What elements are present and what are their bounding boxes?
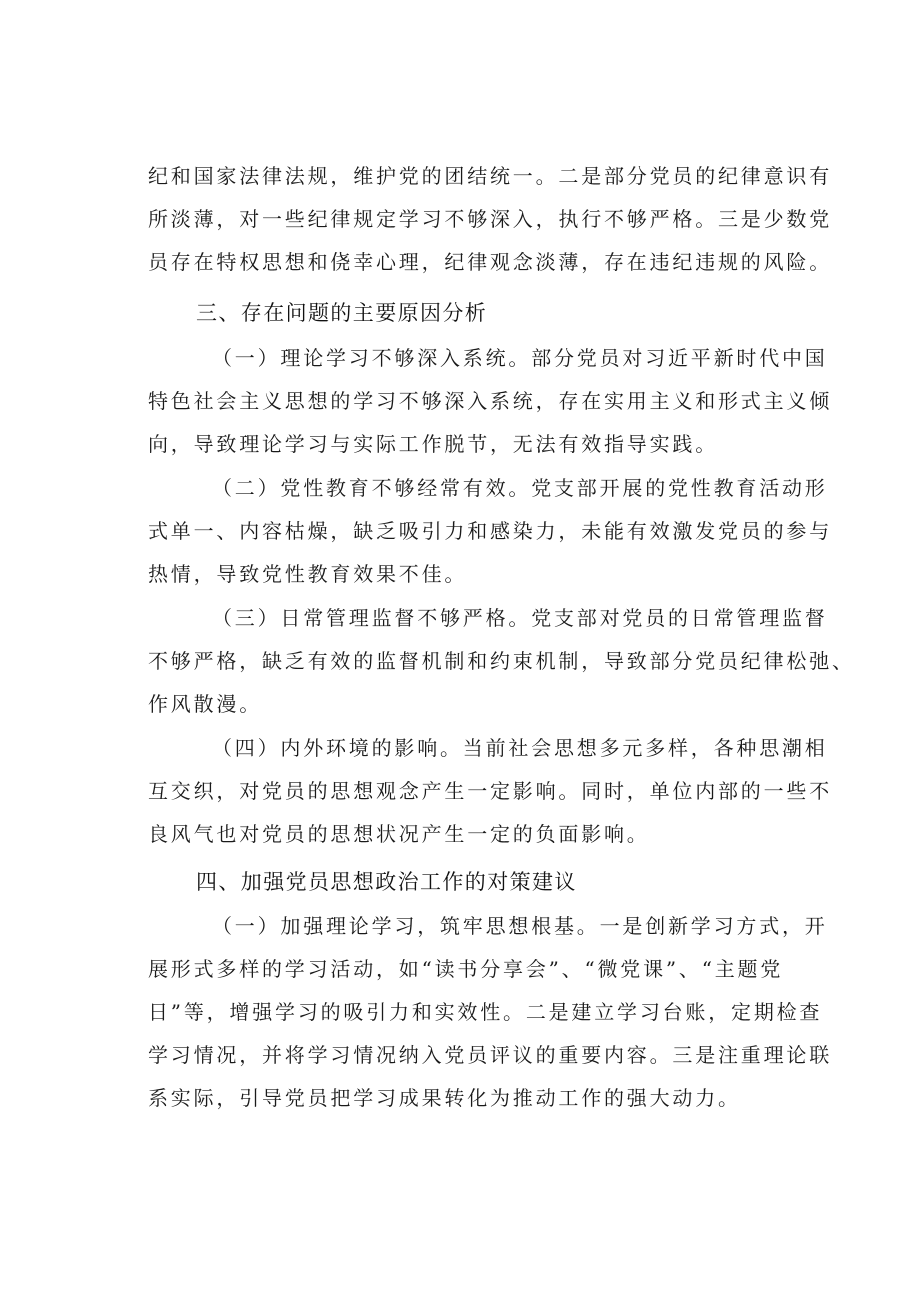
paragraph-line: 不够严格，缺乏有效的监督机制和约束机制，导致部分党员纪律松弛、 [148,649,855,673]
paragraph-line: （一）加强理论学习，筑牢思想根基。一是创新学习方式，开 [212,914,828,938]
paragraph-line: 日”等，增强学习的吸引力和实效性。二是建立学习台账，定期检查 [148,1000,823,1024]
section3-paragraph-4 [148,732,832,861]
section3-paragraph-1 [148,342,832,471]
paragraph-line: 员存在特权思想和侥幸心理，纪律观念淡薄，存在违纪违规的风险。 [148,250,832,274]
paragraph-line: （三）日常管理监督不够严格。党支部对党员的日常管理监督 [212,606,828,630]
paragraph-line: 纪和国家法律法规，维护党的团结统一。二是部分党员的纪律意识有 [148,164,832,188]
paragraph-line: 系实际，引导党员把学习成果转化为推动工作的强大动力。 [148,1086,741,1110]
paragraph-line: 良风气也对党员的思想状况产生一定的负面影响。 [148,822,650,846]
paragraph-line: 热情，导致党性教育效果不佳。 [148,562,468,586]
paragraph-line: 特色社会主义思想的学习不够深入系统，存在实用主义和形式主义倾 [148,389,832,413]
paragraph-line: （四）内外环境的影响。当前社会思想多元多样，各种思潮相 [212,736,828,760]
section-heading-4: 四、加强党员思想政治工作的对策建议 [196,870,577,894]
paragraph-line: 学习情况，并将学习情况纳入党员评议的重要内容。三是注重理论联 [148,1043,832,1067]
section3-paragraph-3 [148,602,855,731]
section4-paragraph-1 [148,910,832,1125]
paragraph-line: 所淡薄，对一些纪律规定学习不够深入，执行不够严格。三是少数党 [148,207,832,231]
paragraph-line: 展形式多样的学习活动，如“读书分享会”、“微党课”、“主题党 [148,957,784,981]
paragraph-line: 作风散漫。 [148,692,262,716]
paragraph-line: 互交织，对党员的思想观念产生一定影响。同时，单位内部的一些不 [148,779,832,803]
paragraph-line: 式单一、内容枯燥，缺乏吸引力和感染力，未能有效激发党员的参与 [148,519,832,543]
paragraph-line: （二）党性教育不够经常有效。党支部开展的党性教育活动形 [212,476,828,500]
continuation-paragraph [148,160,832,289]
paragraph-line: 向，导致理论学习与实际工作脱节，无法有效指导实践。 [148,432,718,456]
section3-paragraph-2 [148,472,832,601]
paragraph-line: （一）理论学习不够深入系统。部分党员对习近平新时代中国 [212,346,828,370]
section-heading-3: 三、存在问题的主要原因分析 [196,301,488,325]
